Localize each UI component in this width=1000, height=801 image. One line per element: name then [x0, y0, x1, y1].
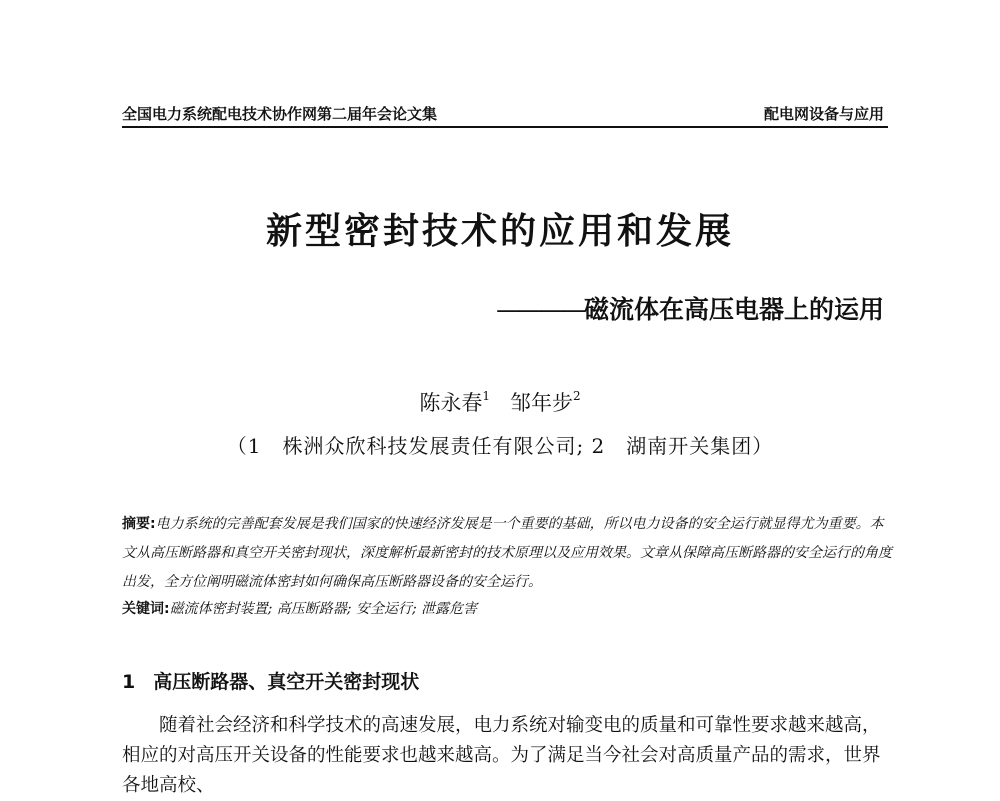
- running-header-left: 全国电力系统配电技术协作网第二届年会论文集: [122, 105, 438, 123]
- keywords-text: 磁流体密封装置; 高压断路器; 安全运行; 泄露危害: [169, 601, 478, 617]
- author-list: [0, 387, 1000, 417]
- running-header-right: 配电网设备与应用: [763, 105, 884, 123]
- author-name: 陈永春: [419, 391, 483, 415]
- body-paragraph: 随着社会经济和科学技术的高速发展，电力系统对输变电的质量和可靠性要求越来越高，相应的对高压开关设备的性能要求也越来越高。为了满足当今社会对高质量产品的需求，世界各地高校、: [122, 715, 881, 796]
- section-number: 1: [122, 671, 136, 693]
- affiliations: （1 株洲众欣科技发展责任有限公司; 2 湖南开关集团）: [226, 434, 774, 458]
- abstract-label: 摘要:: [122, 516, 156, 532]
- paper-title: 新型密封技术的应用和发展: [265, 211, 734, 252]
- paper-subtitle: [496, 290, 884, 326]
- header-rule: [122, 126, 888, 128]
- subtitle-text: 磁流体在高压电器上的运用: [583, 295, 884, 324]
- author-affiliation-mark: 2: [573, 389, 581, 403]
- author-affiliation-mark: 1: [482, 389, 490, 403]
- section-heading: [122, 667, 419, 694]
- author-name: 邹年步: [510, 391, 574, 415]
- keywords-label: 关键词:: [122, 601, 170, 617]
- abstract-text: 电力系统的完善配套发展是我们国家的快速经济发展是一个重要的基础，所以电力设备的安全运行就显得尤为重要。本文从高压断路器和真空开关密封现状，深度解析最新密封的技术原理以及应用效果。文章从保障高压断路器的安全运行的角度出发，全方位阐明磁流体密封如何确保高压断路器设备的安全运行。: [122, 516, 892, 590]
- abstract: [122, 510, 892, 597]
- section-title: 高压断路器、真空开关密封现状: [153, 671, 420, 693]
- subtitle-dash: ————: [495, 295, 584, 324]
- keywords: [122, 598, 477, 618]
